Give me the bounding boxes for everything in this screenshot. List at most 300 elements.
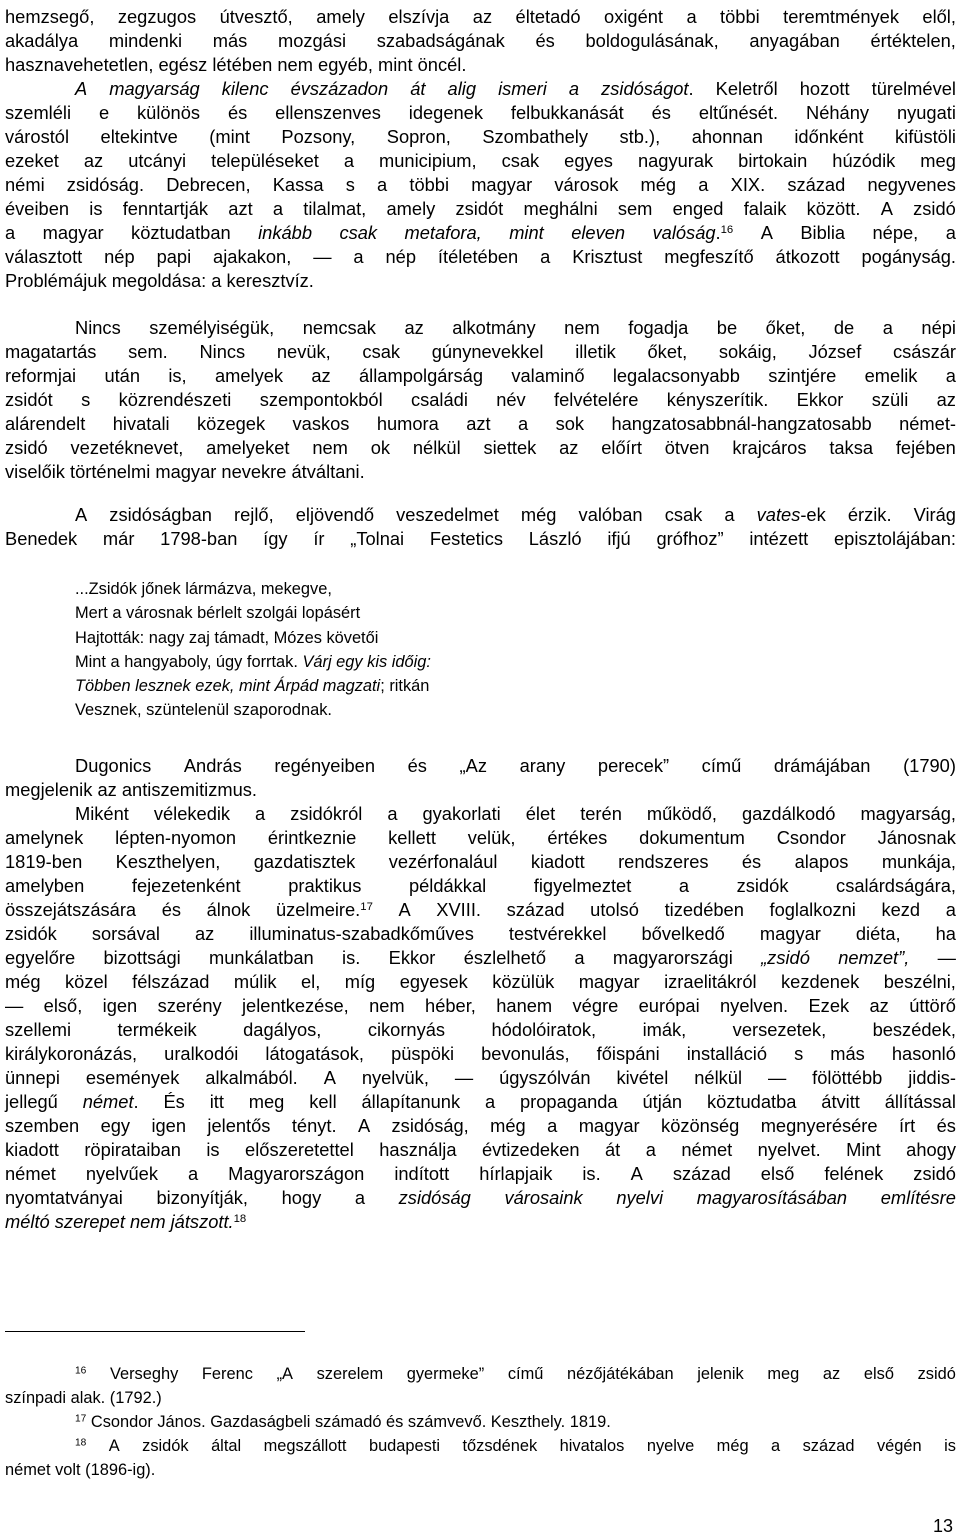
text-span: meg xyxy=(767,1365,800,1383)
text-line xyxy=(5,922,956,946)
word xyxy=(75,1434,86,1458)
text-span: jiddis- xyxy=(908,1067,956,1088)
word xyxy=(864,1362,894,1386)
footnote-ref: 17 xyxy=(360,900,373,913)
word xyxy=(151,1114,186,1138)
text-span: a xyxy=(945,365,956,386)
text-span: választott xyxy=(5,246,83,267)
text-span: episztolájában: xyxy=(834,528,956,549)
word xyxy=(368,1018,445,1042)
text-span: nyelvet. xyxy=(757,1139,821,1160)
word xyxy=(749,29,839,53)
word xyxy=(485,1090,495,1114)
text-span: — xyxy=(767,1067,787,1088)
text-span: Szombathely xyxy=(482,126,589,147)
word xyxy=(142,1434,188,1458)
word xyxy=(766,316,806,340)
text-span: velük, xyxy=(467,827,516,848)
word xyxy=(149,316,274,340)
text-span: eltekintve xyxy=(100,126,178,147)
word xyxy=(209,946,314,970)
word xyxy=(5,898,136,922)
word xyxy=(213,29,248,53)
word xyxy=(5,850,82,874)
text-span: praktikus xyxy=(288,875,362,896)
footnote-18 xyxy=(5,1434,956,1458)
text-span: idegenek xyxy=(408,102,483,123)
text-span: Nincs xyxy=(75,317,121,338)
word xyxy=(547,826,607,850)
word xyxy=(313,527,324,551)
word xyxy=(698,173,708,197)
word xyxy=(616,1186,663,1210)
word xyxy=(702,754,742,778)
text-span: krajcáros xyxy=(732,437,807,458)
text-span: közegek xyxy=(197,413,266,434)
paragraph-2 xyxy=(5,316,956,484)
text-span: — xyxy=(937,947,956,968)
text-span: zsidó xyxy=(913,198,956,219)
text-span: egyelőre xyxy=(5,947,76,968)
word xyxy=(5,364,76,388)
word xyxy=(482,1138,580,1162)
text-span: század xyxy=(802,1437,855,1455)
word xyxy=(316,5,365,29)
text-span: ifjú xyxy=(607,528,631,549)
text-span: nem xyxy=(564,317,600,338)
word xyxy=(937,388,956,412)
word xyxy=(408,754,427,778)
text-span: . xyxy=(715,222,721,243)
text-span: a xyxy=(272,198,284,219)
text-span: szintjére xyxy=(768,365,837,386)
word xyxy=(520,754,566,778)
text-span: beszédek, xyxy=(872,1019,956,1040)
word xyxy=(641,922,724,946)
word xyxy=(620,125,661,149)
word xyxy=(559,436,578,460)
text-span: tilalmat, xyxy=(303,198,367,219)
text-span: hasonló xyxy=(891,1043,956,1064)
word xyxy=(877,1434,922,1458)
text-span: nyelven. xyxy=(720,995,789,1016)
poem-line: Vesznek, szüntelenül szaporodnak. xyxy=(75,701,332,720)
word xyxy=(848,503,892,527)
text-line xyxy=(5,898,956,922)
word xyxy=(897,101,956,125)
word xyxy=(482,125,588,149)
word xyxy=(667,388,769,412)
text-span: magyarság, xyxy=(860,803,956,824)
word xyxy=(652,101,671,125)
word xyxy=(113,412,170,436)
word xyxy=(438,245,518,269)
word xyxy=(579,503,643,527)
word xyxy=(296,503,374,527)
word xyxy=(720,994,788,1018)
text-span: nyelve xyxy=(646,1437,695,1455)
word xyxy=(118,5,196,29)
text-span: XIX. xyxy=(730,174,766,195)
word xyxy=(207,898,251,922)
word xyxy=(767,1362,799,1386)
word xyxy=(914,503,956,527)
text-span: püspöki xyxy=(391,1043,455,1064)
text-span: magyar xyxy=(471,174,533,195)
word xyxy=(648,340,688,364)
text-span: vezérfonalául xyxy=(388,851,498,872)
text-span: egy xyxy=(100,1115,131,1136)
text-span: ; ritkán xyxy=(380,677,430,696)
footnotes xyxy=(5,1362,956,1482)
word xyxy=(656,527,723,551)
text-span: Virág xyxy=(913,504,956,525)
word xyxy=(601,77,694,101)
text-span: Debrecen, xyxy=(166,174,251,195)
word xyxy=(5,245,82,269)
word xyxy=(518,412,528,436)
word xyxy=(694,1066,742,1090)
word xyxy=(260,388,383,412)
word xyxy=(84,149,103,173)
word xyxy=(131,221,231,245)
word xyxy=(580,802,622,826)
text-span: míg xyxy=(344,971,376,992)
word xyxy=(463,1434,538,1458)
text-span: zsidók xyxy=(736,875,789,896)
word xyxy=(115,826,236,850)
word xyxy=(604,5,663,29)
text-span: ellenszenves xyxy=(275,102,381,123)
word xyxy=(369,994,405,1018)
text-span: meghálni xyxy=(523,198,598,219)
text-span: rejlő, xyxy=(234,504,274,525)
text-span: és xyxy=(741,851,762,872)
word xyxy=(312,436,348,460)
text-span: szüli xyxy=(871,389,909,410)
footnote-16-cont xyxy=(5,1386,956,1410)
word xyxy=(523,197,597,221)
word xyxy=(556,412,584,436)
text-span: kellett xyxy=(388,827,436,848)
word xyxy=(5,125,69,149)
text-span: megnyerésére xyxy=(760,1115,878,1136)
text-span: és xyxy=(936,1115,956,1136)
text-span: nemcsak xyxy=(302,317,376,338)
word xyxy=(379,1138,456,1162)
text-span: hangzatosabbnál-hangzatosabb xyxy=(611,413,872,434)
word xyxy=(411,388,468,412)
word xyxy=(265,1042,364,1066)
text-span: sokáig, xyxy=(718,341,777,362)
word xyxy=(564,149,613,173)
text-span: ahogy xyxy=(906,1139,956,1160)
text-span: is. xyxy=(582,1163,601,1184)
text-span: eltűnését. xyxy=(698,102,779,123)
word xyxy=(164,1042,238,1066)
text-span: és xyxy=(161,899,181,920)
text-span: siettek xyxy=(483,437,537,458)
footnote-18-cont xyxy=(5,1458,956,1482)
word xyxy=(117,1018,196,1042)
text-span: igen xyxy=(151,1115,187,1136)
text-line xyxy=(5,1066,956,1090)
text-span: észlelhető xyxy=(463,947,547,968)
text-span: amelyben xyxy=(5,875,85,896)
word xyxy=(881,197,893,221)
text-span: zsidó xyxy=(917,1365,956,1383)
text-span: az xyxy=(404,317,424,338)
text-span: „A xyxy=(276,1365,293,1383)
text-span: felvételére xyxy=(554,389,639,410)
text-span: más xyxy=(212,30,248,51)
text-span: papi xyxy=(156,246,192,267)
word xyxy=(921,316,956,340)
word xyxy=(276,898,373,922)
word xyxy=(274,754,375,778)
word xyxy=(5,221,15,245)
poem-line xyxy=(75,674,431,698)
word xyxy=(268,826,356,850)
word xyxy=(638,149,713,173)
word xyxy=(5,1066,60,1090)
text-line xyxy=(5,101,956,125)
text-span: mozgási xyxy=(277,30,347,51)
text-span: izraelitákról xyxy=(664,971,757,992)
text-span: uralkodói xyxy=(164,1043,239,1064)
text-span: húzódik xyxy=(832,150,896,171)
word xyxy=(733,1018,826,1042)
word xyxy=(586,29,719,53)
text-span: A xyxy=(398,899,411,920)
text-span: megszállott xyxy=(263,1437,347,1455)
word xyxy=(5,173,45,197)
italic-text: zsidóság xyxy=(398,1187,471,1208)
text-span: zsidók xyxy=(142,1437,189,1455)
text-span: „Az xyxy=(459,755,487,776)
text-span: tizedében xyxy=(664,899,744,920)
text-span: magatartás xyxy=(5,341,97,362)
word xyxy=(913,1162,956,1186)
text-span: bizonyítják, xyxy=(156,1187,248,1208)
word xyxy=(5,29,78,53)
word xyxy=(353,245,363,269)
text-span: nem xyxy=(369,995,405,1016)
text-span: német xyxy=(5,1163,56,1184)
text-span: és xyxy=(651,102,671,123)
word xyxy=(430,527,503,551)
word xyxy=(425,994,476,1018)
word xyxy=(806,101,869,125)
text-span: még xyxy=(490,1115,526,1136)
text-span: negyvenes xyxy=(867,174,956,195)
text-span: munkája, xyxy=(881,851,956,872)
text-span: éltetadó xyxy=(515,6,581,27)
text-span: családi xyxy=(410,389,468,410)
footnote-ref: 16 xyxy=(75,1365,87,1377)
word xyxy=(582,1162,600,1186)
word xyxy=(526,802,555,826)
word xyxy=(574,946,584,970)
text-span: dokumentum xyxy=(639,827,745,848)
text-span: is xyxy=(944,1437,956,1455)
word xyxy=(5,412,85,436)
word xyxy=(137,101,200,125)
text-span: megjelenik az antiszemitizmus. xyxy=(5,779,257,800)
italic-text: említésre xyxy=(880,1187,956,1208)
word xyxy=(277,1362,293,1386)
text-span: amely xyxy=(386,198,436,219)
text-span: a xyxy=(187,1163,199,1184)
text-span: a xyxy=(354,1187,366,1208)
word xyxy=(769,898,855,922)
text-span: ezeket xyxy=(5,150,59,171)
text-span: József xyxy=(808,341,862,362)
text-span: német xyxy=(681,1139,733,1160)
word xyxy=(717,316,737,340)
text-span: Mint a hangyaboly, úgy forrtak. xyxy=(75,652,303,671)
footnote-text: Csondor János. Gazdaságbeli számadó és számvevő. Keszthely. 1819. xyxy=(86,1413,611,1431)
word xyxy=(5,826,83,850)
word xyxy=(388,5,449,29)
word xyxy=(258,221,312,245)
italic-text: Többen lesznek ezek, mint Árpád magzati xyxy=(75,677,381,696)
text-span: magyarországi xyxy=(612,947,733,968)
word xyxy=(836,874,956,898)
text-span: cikornyás xyxy=(367,1019,446,1040)
word xyxy=(344,149,354,173)
text-span: az xyxy=(869,995,889,1016)
text-span: tőzsdének xyxy=(462,1437,538,1455)
text-span: intézett xyxy=(749,528,809,549)
text-span: végén xyxy=(876,1437,922,1455)
text-span: érintkeznie xyxy=(267,827,357,848)
word xyxy=(255,802,265,826)
word xyxy=(132,874,241,898)
text-span: 1819-ben xyxy=(5,851,83,872)
text-span: így xyxy=(263,528,288,549)
text-span: gyermeke” xyxy=(406,1365,485,1383)
word xyxy=(647,802,717,826)
text-span: Pozsony, xyxy=(281,126,356,147)
text-span: Problémájuk megoldása: a keresztvíz. xyxy=(5,270,314,291)
text-span: birtokain xyxy=(738,150,808,171)
text-span: Nincs xyxy=(199,341,246,362)
word xyxy=(377,173,387,197)
text-span: egyes xyxy=(564,150,613,171)
word xyxy=(665,436,710,460)
word xyxy=(109,77,199,101)
word xyxy=(781,970,859,994)
text-span: utolsó xyxy=(590,899,639,920)
word xyxy=(716,77,778,101)
italic-text: kilenc xyxy=(221,78,269,99)
text-span: ír xyxy=(313,528,325,549)
word xyxy=(679,874,689,898)
word xyxy=(89,197,102,221)
word xyxy=(540,245,550,269)
text-span: Mint xyxy=(846,1139,881,1160)
text-span: ahonnan xyxy=(691,126,763,147)
word xyxy=(922,5,956,29)
text-span: a xyxy=(387,803,398,824)
text-span: A xyxy=(630,1163,643,1184)
word xyxy=(613,946,733,970)
text-span: utcányi xyxy=(128,150,187,171)
text-span: meg xyxy=(920,150,956,171)
text-span: Festetics xyxy=(429,528,503,549)
text-span: ajakakon, xyxy=(213,246,292,267)
word xyxy=(75,316,121,340)
text-span: nép xyxy=(385,246,416,267)
word xyxy=(109,503,212,527)
word xyxy=(944,1434,956,1458)
word xyxy=(787,173,845,197)
word xyxy=(405,221,482,245)
word xyxy=(511,101,624,125)
text-span: „Tolnai xyxy=(350,528,405,549)
text-span: még xyxy=(520,504,557,525)
text-span: (mint xyxy=(209,126,250,147)
text-span: személyiségük, xyxy=(149,317,275,338)
word xyxy=(883,316,893,340)
text-span: propaganda xyxy=(520,1091,618,1112)
text-line xyxy=(5,946,956,970)
text-span: szemléli xyxy=(5,102,72,123)
word xyxy=(579,970,640,994)
word xyxy=(205,1066,297,1090)
text-span: zegzugos xyxy=(117,6,197,27)
italic-text: csak xyxy=(339,222,378,243)
text-span: A xyxy=(760,222,773,243)
word xyxy=(110,1362,178,1386)
word xyxy=(362,340,400,364)
text-span: múlik xyxy=(233,971,277,992)
text-span: fejezetenként xyxy=(131,875,241,896)
text-span: diéta, xyxy=(855,923,901,944)
word xyxy=(531,850,585,874)
word xyxy=(160,527,237,551)
text-span: hivatalos xyxy=(559,1437,625,1455)
word xyxy=(103,994,138,1018)
word xyxy=(507,898,565,922)
text-line xyxy=(5,1042,956,1066)
text-span: beszélni, xyxy=(883,971,956,992)
text-span: a xyxy=(353,246,364,267)
text-span: városok xyxy=(554,174,619,195)
footnote-ref: 16 xyxy=(720,223,734,236)
word xyxy=(737,874,789,898)
text-span: a xyxy=(343,150,355,171)
word xyxy=(499,1066,590,1090)
text-span: nyelvük, xyxy=(361,1067,429,1088)
text-span: hasznavehetetlen, egész létében nem egyéb, mint öncél. xyxy=(5,54,467,75)
word xyxy=(410,77,425,101)
italic-text: Várj egy kis időig: xyxy=(302,652,431,671)
word xyxy=(903,754,956,778)
word xyxy=(665,503,703,527)
paragraph-1 xyxy=(5,5,956,293)
text-span: is xyxy=(206,1139,220,1160)
word xyxy=(664,970,756,994)
text-line xyxy=(5,460,956,484)
word xyxy=(75,802,129,826)
text-span: meg xyxy=(248,1091,285,1112)
text-line xyxy=(5,1018,956,1042)
text-span: hódolóiratok, xyxy=(491,1019,597,1040)
word xyxy=(436,898,481,922)
word xyxy=(936,922,956,946)
